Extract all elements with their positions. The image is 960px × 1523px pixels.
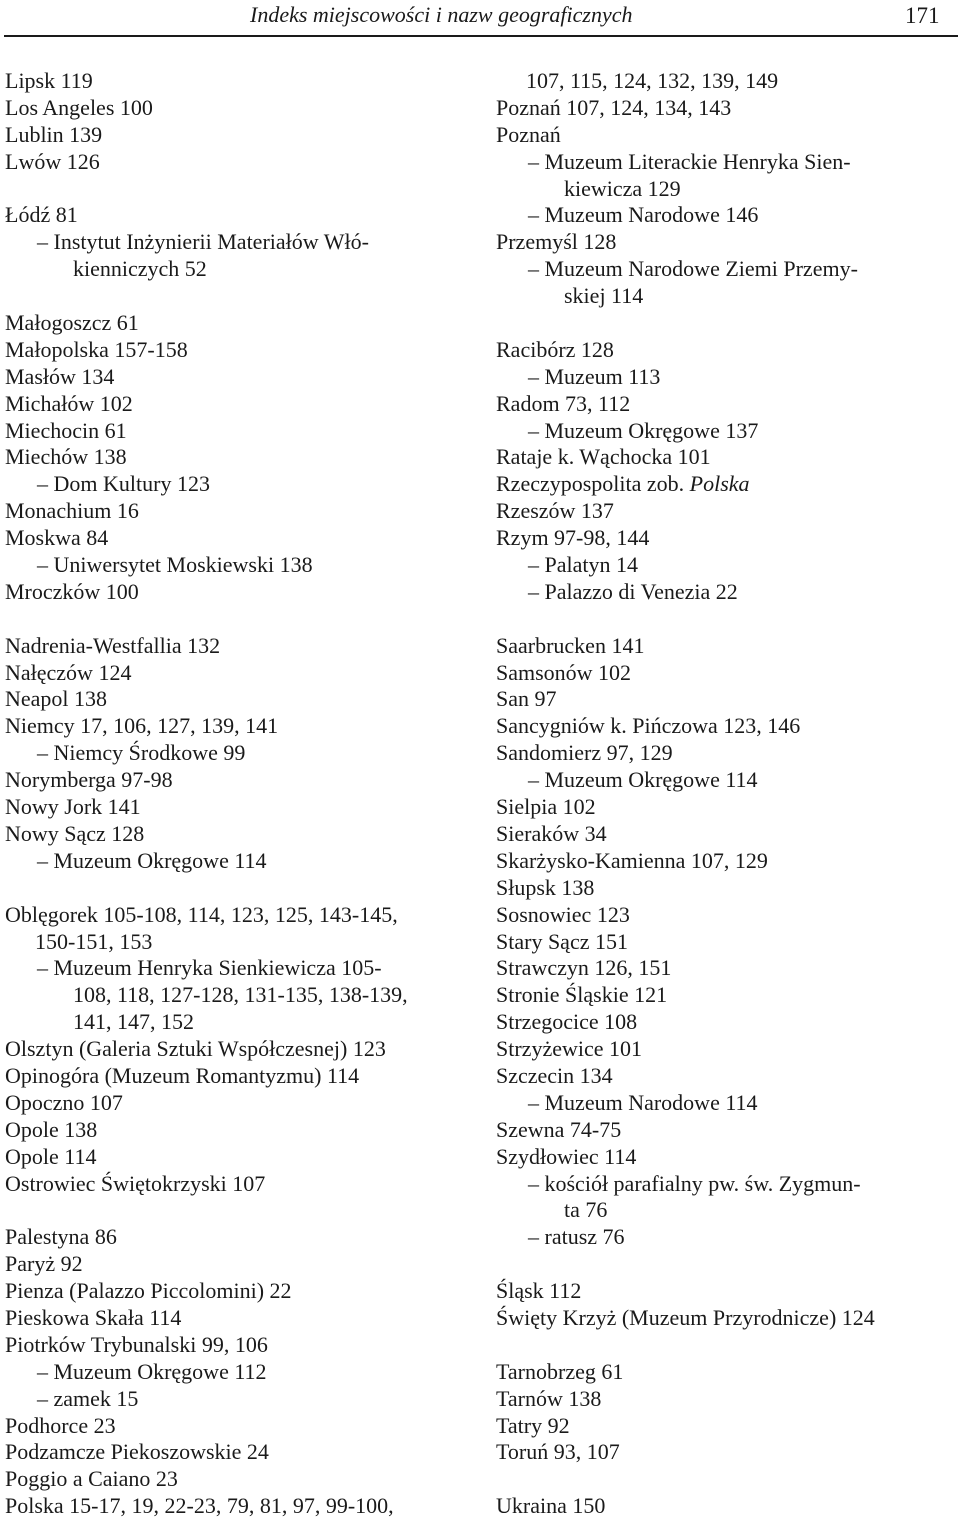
index-entry-text: Mroczków 100 xyxy=(5,578,139,604)
index-entry-text: Masłów 134 xyxy=(5,363,115,389)
section-gap xyxy=(496,606,958,633)
index-entry-text: 150-151, 153 xyxy=(35,928,153,954)
index-entry xyxy=(496,68,958,95)
index-entry-text: ta 76 xyxy=(564,1197,608,1223)
index-entry xyxy=(5,713,470,740)
index-entry xyxy=(5,686,470,713)
index-entry xyxy=(496,1197,958,1224)
index-entry-text: Sielpia 102 xyxy=(496,794,596,820)
index-entry xyxy=(5,149,470,176)
index-entry-text: Saarbrucken 141 xyxy=(496,632,645,658)
index-entry xyxy=(5,929,470,956)
index-entry-text: Szewna 74-75 xyxy=(496,1116,622,1142)
index-entry xyxy=(496,686,958,713)
index-entry xyxy=(5,202,470,229)
index-entry xyxy=(5,1224,470,1251)
index-entry xyxy=(5,1413,470,1440)
section-gap xyxy=(496,310,958,337)
index-entry-text: Małopolska 157-158 xyxy=(5,336,188,362)
index-entry xyxy=(496,229,958,256)
index-entry xyxy=(5,552,470,579)
index-entry-text: Moskwa 84 xyxy=(5,525,109,551)
index-entry xyxy=(5,122,470,149)
index-entry xyxy=(5,1359,470,1386)
index-entry xyxy=(496,1224,958,1251)
index-entry-text: – Uniwersytet Moskiewski 138 xyxy=(37,552,313,578)
index-entry xyxy=(5,391,470,418)
index-entry-text: Poznań 107, 124, 134, 143 xyxy=(496,94,732,120)
header-rule xyxy=(4,35,958,37)
index-entry-text: Sieraków 34 xyxy=(496,820,607,846)
index-entry xyxy=(5,767,470,794)
index-entry xyxy=(5,364,470,391)
index-entry xyxy=(5,95,470,122)
index-entry xyxy=(496,579,958,606)
index-entry-text: Rzym 97-98, 144 xyxy=(496,525,650,551)
index-entry-text: Strzegocice 108 xyxy=(496,1009,638,1035)
index-entry-text: Opole 114 xyxy=(5,1143,97,1169)
index-entry-text: – Dom Kultury 123 xyxy=(37,471,210,497)
index-entry-text: Tarnobrzeg 61 xyxy=(496,1358,624,1384)
index-entry xyxy=(496,1117,958,1144)
index-entry-text: 141, 147, 152 xyxy=(73,1009,194,1035)
index-entry-text: San 97 xyxy=(496,686,557,712)
index-entry-text: Michałów 102 xyxy=(5,390,133,416)
index-entry-text: skiej 114 xyxy=(564,283,644,309)
section-gap xyxy=(5,283,470,310)
index-entry xyxy=(5,660,470,687)
index-entry xyxy=(5,633,470,660)
index-entry xyxy=(5,1305,470,1332)
index-entry xyxy=(5,471,470,498)
index-column-right xyxy=(496,68,958,1520)
page-header xyxy=(0,0,960,40)
section-gap xyxy=(496,1332,958,1359)
index-entry xyxy=(496,740,958,767)
index-entry-text: – zamek 15 xyxy=(37,1385,139,1411)
index-entry-text: 108, 118, 127-128, 131-135, 138-139, xyxy=(73,982,408,1008)
index-entry xyxy=(5,1036,470,1063)
index-entry xyxy=(496,1359,958,1386)
index-entry xyxy=(496,525,958,552)
index-entry-text: Los Angeles 100 xyxy=(5,94,153,120)
index-entry xyxy=(496,1036,958,1063)
index-entry-text: Palestyna 86 xyxy=(5,1224,117,1250)
index-entry-text: Opole 138 xyxy=(5,1116,98,1142)
index-entry xyxy=(5,1493,470,1520)
index-entry-text: Przemyśl 128 xyxy=(496,229,617,255)
index-entry xyxy=(496,122,958,149)
index-entry xyxy=(496,176,958,203)
index-entry xyxy=(496,202,958,229)
index-entry-text: Stronie Śląskie 121 xyxy=(496,982,668,1008)
index-entry-text: Tatry 92 xyxy=(496,1412,570,1438)
index-entry xyxy=(5,902,470,929)
index-entry xyxy=(496,633,958,660)
index-entry xyxy=(5,1466,470,1493)
cross-reference-italic: Polska xyxy=(689,471,750,497)
index-entry xyxy=(496,1493,958,1520)
index-entry-text: Śląsk 112 xyxy=(496,1278,582,1304)
index-entry xyxy=(5,848,470,875)
index-entry-text: – Muzeum Okręgowe 112 xyxy=(37,1358,267,1384)
section-gap xyxy=(5,606,470,633)
index-entry xyxy=(496,1439,958,1466)
index-entry xyxy=(496,982,958,1009)
index-entry-text: Ostrowiec Świętokrzyski 107 xyxy=(5,1170,266,1196)
index-entry-text: Nałęczów 124 xyxy=(5,659,132,685)
index-entry xyxy=(496,364,958,391)
index-entry xyxy=(496,444,958,471)
index-entry xyxy=(496,848,958,875)
index-entry xyxy=(5,1063,470,1090)
index-entry-text: Paryż 92 xyxy=(5,1251,83,1277)
index-entry xyxy=(496,283,958,310)
index-entry xyxy=(496,1305,958,1332)
index-entry-text: Małogoszcz 61 xyxy=(5,310,139,336)
index-entry xyxy=(5,498,470,525)
index-entry-text: Szczecin 134 xyxy=(496,1062,613,1088)
index-entry xyxy=(496,418,958,445)
index-entry xyxy=(496,256,958,283)
index-entry xyxy=(496,929,958,956)
index-entry xyxy=(5,444,470,471)
index-entry xyxy=(496,1171,958,1198)
index-entry-text: Strawczyn 126, 151 xyxy=(496,955,672,981)
index-entry-text: Słupsk 138 xyxy=(496,874,595,900)
index-entry-text: Nowy Sącz 128 xyxy=(5,820,145,846)
index-entry xyxy=(496,821,958,848)
index-entry-text: kienniczych 52 xyxy=(73,256,207,282)
index-entry-text: Sosnowiec 123 xyxy=(496,901,630,927)
index-entry xyxy=(5,1171,470,1198)
index-entry-text: – Muzeum Okręgowe 114 xyxy=(37,847,267,873)
index-entry-text: Monachium 16 xyxy=(5,498,139,524)
index-entry-text: – kościół parafialny pw. św. Zygmun- xyxy=(528,1170,861,1196)
index-entry-text: 107, 115, 124, 132, 139, 149 xyxy=(526,68,779,93)
index-entry xyxy=(496,1278,958,1305)
index-entry xyxy=(5,982,470,1009)
index-entry-text: Rzeszów 137 xyxy=(496,498,614,524)
index-entry xyxy=(5,525,470,552)
index-entry xyxy=(496,1144,958,1171)
index-entry xyxy=(496,1063,958,1090)
index-entry-text: Stary Sącz 151 xyxy=(496,928,628,954)
index-entry-text: – Palazzo di Venezia 22 xyxy=(528,578,738,604)
index-entry-text: Rzeczypospolita zob. xyxy=(496,471,685,497)
index-entry-text: Miechocin 61 xyxy=(5,417,127,443)
index-entry-text: Podzamcze Piekoszowskie 24 xyxy=(5,1439,269,1465)
index-entry xyxy=(5,229,470,256)
index-entry xyxy=(496,875,958,902)
index-entry-text: Opoczno 107 xyxy=(5,1089,123,1115)
index-entry xyxy=(5,955,470,982)
index-entry-text: Łódź 81 xyxy=(5,202,78,228)
index-entry xyxy=(496,794,958,821)
index-entry-text: Piotrków Trybunalski 99, 106 xyxy=(5,1331,268,1357)
index-entry-text: – Muzeum Narodowe 114 xyxy=(528,1089,758,1115)
section-gap xyxy=(5,875,470,902)
page-number: 171 xyxy=(905,3,940,28)
index-entry-text: – Niemcy Środkowe 99 xyxy=(37,740,246,766)
index-entry xyxy=(496,1090,958,1117)
index-entry-text: Strzyżewice 101 xyxy=(496,1036,642,1062)
index-entry-text: – Muzeum Narodowe Ziemi Przemy- xyxy=(528,256,858,282)
index-entry-text: – ratusz 76 xyxy=(528,1224,625,1250)
index-entry-text: Toruń 93, 107 xyxy=(496,1439,620,1465)
index-entry xyxy=(5,1278,470,1305)
index-entry-text: Nowy Jork 141 xyxy=(5,794,141,820)
index-entry-text: Skarżysko-Kamienna 107, 129 xyxy=(496,847,768,873)
index-entry xyxy=(5,1009,470,1036)
index-entry xyxy=(496,337,958,364)
index-entry-text: Lipsk 119 xyxy=(5,68,93,93)
index-entry-text: Pienza (Palazzo Piccolomini) 22 xyxy=(5,1278,292,1304)
index-entry-text: Oblęgorek 105-108, 114, 123, 125, 143-145, xyxy=(5,901,398,927)
index-entry-text: Samsonów 102 xyxy=(496,659,632,685)
index-entry-text: – Muzeum Henryka Sienkiewicza 105- xyxy=(37,955,382,981)
index-entry xyxy=(496,471,958,498)
index-entry xyxy=(5,579,470,606)
index-entry-text: Miechów 138 xyxy=(5,444,127,470)
index-entry xyxy=(496,149,958,176)
index-entry-text: – Muzeum Okręgowe 137 xyxy=(528,417,759,443)
index-entry-text: Lublin 139 xyxy=(5,121,103,147)
index-entry xyxy=(5,1090,470,1117)
index-entry xyxy=(5,740,470,767)
index-entry xyxy=(5,418,470,445)
index-entry xyxy=(496,498,958,525)
section-gap xyxy=(496,1251,958,1278)
index-entry-text: Szydłowiec 114 xyxy=(496,1143,637,1169)
index-entry xyxy=(5,1332,470,1359)
index-entry-text: Lwów 126 xyxy=(5,148,100,174)
index-entry-text: Sandomierz 97, 129 xyxy=(496,740,673,766)
index-entry-text: – Muzeum Narodowe 146 xyxy=(528,202,759,228)
index-entry xyxy=(5,794,470,821)
index-entry-text: Nadrenia-Westfallia 132 xyxy=(5,632,221,658)
index-entry-text: Radom 73, 112 xyxy=(496,390,631,416)
index-entry xyxy=(496,95,958,122)
index-entry-text: – Instytut Inżynierii Materiałów Włó- xyxy=(37,229,369,255)
index-entry-text: – Muzeum Literackie Henryka Sien- xyxy=(528,148,851,174)
index-entry-text: Poggio a Caiano 23 xyxy=(5,1466,178,1492)
index-entry-text: Niemcy 17, 106, 127, 139, 141 xyxy=(5,713,279,739)
index-entry xyxy=(5,256,470,283)
index-entry xyxy=(496,1413,958,1440)
index-entry-text: Olsztyn (Galeria Sztuki Współczesnej) 123 xyxy=(5,1036,386,1062)
index-entry-text: kiewicza 129 xyxy=(564,175,681,201)
section-gap xyxy=(5,1197,470,1224)
section-gap xyxy=(496,1466,958,1493)
index-entry-text: Neapol 138 xyxy=(5,686,108,712)
index-entry-text: – Palatyn 14 xyxy=(528,552,638,578)
index-entry-text: Rataje k. Wąchocka 101 xyxy=(496,444,711,470)
index-entry-text: Pieskowa Skała 114 xyxy=(5,1304,182,1330)
index-entry xyxy=(496,713,958,740)
index-entry xyxy=(496,552,958,579)
index-entry xyxy=(496,1386,958,1413)
index-entry xyxy=(496,1009,958,1036)
index-entry xyxy=(496,391,958,418)
index-entry xyxy=(496,767,958,794)
index-entry-text: Sancygniów k. Pińczowa 123, 146 xyxy=(496,713,801,739)
index-entry xyxy=(5,1251,470,1278)
index-entry xyxy=(5,310,470,337)
index-entry-text: Norymberga 97-98 xyxy=(5,767,173,793)
index-entry-text: Poznań xyxy=(496,121,561,147)
index-entry-text: Podhorce 23 xyxy=(5,1412,116,1438)
index-entry xyxy=(5,1439,470,1466)
index-entry-text: – Muzeum 113 xyxy=(528,363,661,389)
index-entry xyxy=(5,1117,470,1144)
index-entry-text: Opinogóra (Muzeum Romantyzmu) 114 xyxy=(5,1062,360,1088)
section-gap xyxy=(5,176,470,203)
index-entry xyxy=(496,660,958,687)
index-entry-text: Ukraina 150 xyxy=(496,1493,606,1519)
index-entry-text: Racibórz 128 xyxy=(496,336,614,362)
index-entry-text: Tarnów 138 xyxy=(496,1385,602,1411)
index-entry xyxy=(5,337,470,364)
index-entry xyxy=(5,821,470,848)
index-column-left xyxy=(5,68,470,1520)
index-entry xyxy=(5,1144,470,1171)
index-entry xyxy=(5,1386,470,1413)
index-entry xyxy=(496,902,958,929)
running-title: Indeks miejscowości i nazw geograficznych xyxy=(250,2,633,27)
index-entry-text: Święty Krzyż (Muzeum Przyrodnicze) 124 xyxy=(496,1304,875,1330)
index-entry-text: Polska 15-17, 19, 22-23, 79, 81, 97, 99-100, xyxy=(5,1493,394,1519)
index-entry-text: – Muzeum Okręgowe 114 xyxy=(528,767,758,793)
index-entry xyxy=(5,68,470,95)
index-entry xyxy=(496,955,958,982)
